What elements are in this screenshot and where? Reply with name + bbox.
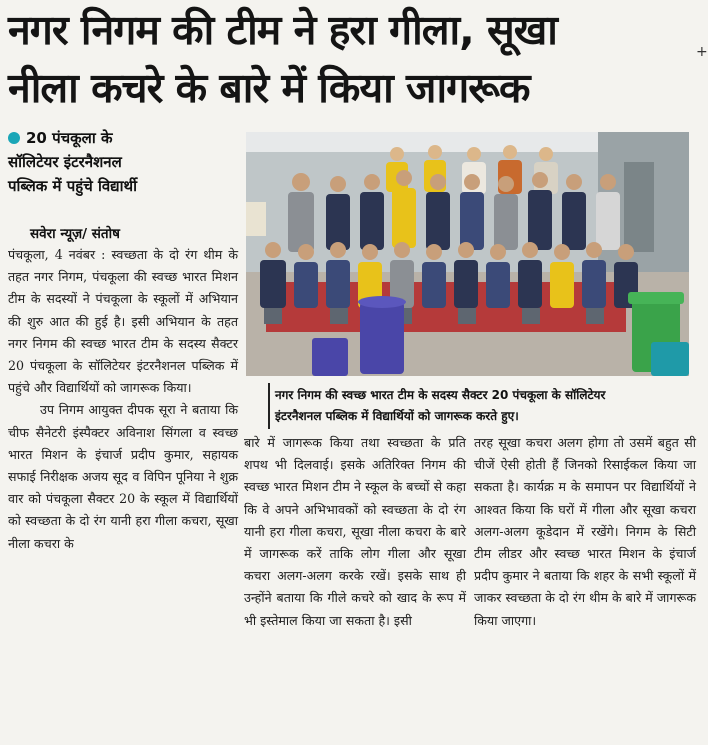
caption-rule xyxy=(268,383,270,429)
headline-line-2: नीला कचरे के बारे में किया जागरूक xyxy=(8,64,530,112)
subheadline xyxy=(8,126,238,198)
article-column-1 xyxy=(8,244,238,555)
subheadline-line-1: 20 पंचकूला के xyxy=(26,129,113,147)
caption-line-2: इंटरनैशनल पब्लिक में विद्यार्थियों को जागरूक करते हुए। xyxy=(275,409,519,423)
article-column-3 xyxy=(474,432,696,632)
headline-line-1: नगर निगम की टीम ने हरा गीला, सूखा xyxy=(8,6,557,54)
byline: सवेरा न्यूज़/ संतोष xyxy=(30,226,120,242)
subheadline-line-3: पब्लिक में पहुंचे विद्यार्थी xyxy=(8,177,137,195)
caption-line-1: नगर निगम की स्वच्छ भारत टीम के सदस्य सैक्टर 20 पंचकूला के सॉलिटेयर xyxy=(275,388,606,402)
column-1-paragraph-2: उप निगम आयुक्त दीपक सूरा ने बताया कि चीफ सैनेटरी इंस्पैक्टर अविनाश सिंगला व स्वच्छ भारत मिशन के इंचार्ज प्रदीप कुमार, सहायक सफाई निरीक्षक अजय सूद व विपिन पूनिया ने शुक्र वार को पंचकूला सैक्टर 20 के स्कूल में विद्यार्थियों को स्वच्छता के दो रंग यानी हरा गीला कचरा, सूखा नीला कचरा के xyxy=(8,402,238,551)
column-2-paragraph-1: बारे में जागरूक किया तथा स्वच्छता के प्रति शपथ भी दिलवाई। इसके अतिरिक्त निगम की स्वच्छ भारत मिशन टीम ने स्कूल के बच्चों से कहा कि वे अपने अभिभावकों को स्वच्छता के दो रंग यानी हरा गीला कचरा, सूखा नीला कचरा के बारे में जागरूक करें ताकि लोग गीला और सूखा कचरा अलग-अलग करके रखें। इसके साथ ही उन्होंने बताया कि गीले कचरे को खाद के रूप में भी इस्तेमाल किया जा सकता है। इसी xyxy=(244,435,466,628)
photo-caption xyxy=(275,385,695,427)
column-1-paragraph-1: पंचकूला, 4 नवंबर : स्वच्छता के दो रंग थीम के तहत नगर निगम, पंचकूला की स्वच्छ भारत मिशन टीम के सदस्यों ने पंचकूला के स्कूलों में अभियान की शुरु आत की हुई है। इसी अभियान के तहत नगर निगम की स्वच्छ भारत टीम के सदस्य सैक्टर 20 पंचकूला के सॉलिटेयर इंटरनैशनल पब्लिक में पहुंचे और विद्यार्थियों को जागरूक किया। xyxy=(8,247,238,396)
article-column-2 xyxy=(244,432,466,632)
column-3-paragraph-1: तरह सूखा कचरा अलग होगा तो उसमें बहुत सी चीजें ऐसी होती हैं जिनको रिसाईकल किया जा सकता है। कार्यक्र म के समापन पर विद्यार्थियों ने आश्वत किया कि घरों में गीला और सूखा कचरा अलग-अलग कूडेदान में रखेंगे। निगम के सिटी टीम लीडर और स्वच्छ भारत मिशन के इंचार्ज प्रदीप कुमार ने बताया कि शहर के सभी स्कूलों में जाकर स्वच्छता के दो रंग थीम के बारे में जागरूक किया जाएगा। xyxy=(474,435,696,628)
subheadline-line-2: सॉलिटेयर इंटरनैशनल xyxy=(8,153,122,171)
bullet-dot-icon xyxy=(8,132,20,144)
news-photo xyxy=(246,132,689,376)
page-edge-mark: + xyxy=(696,44,708,60)
students-group-photo xyxy=(246,132,689,376)
